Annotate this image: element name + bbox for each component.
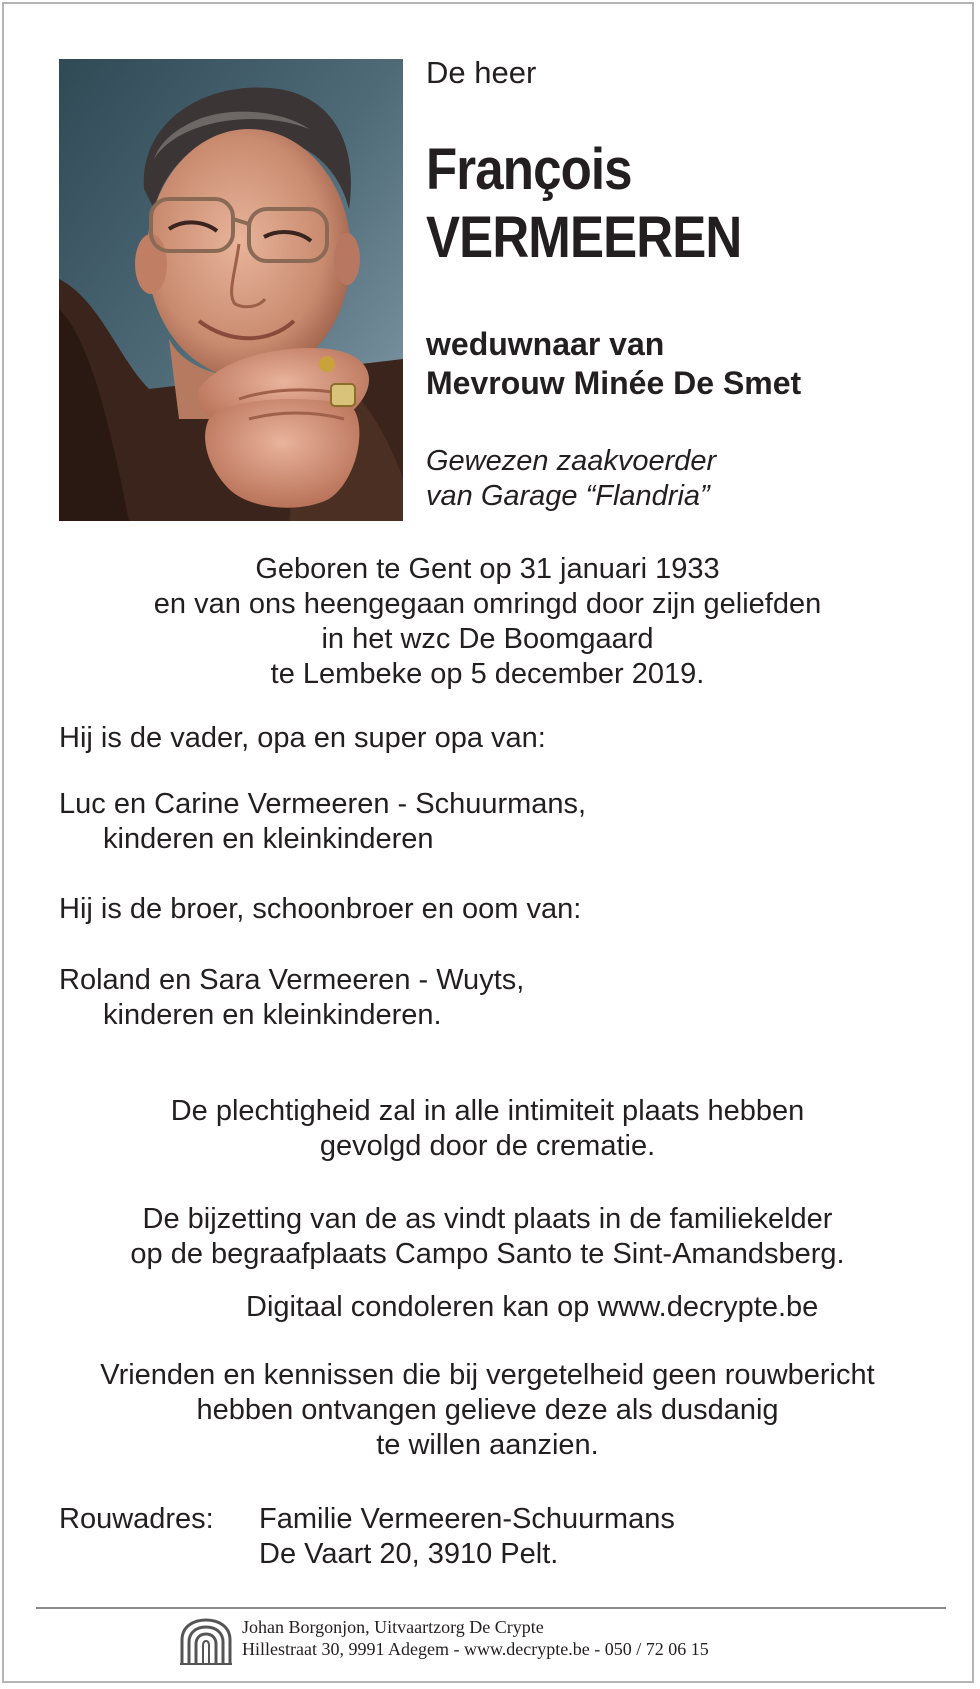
burial-line-1: De bijzetting van de as vindt plaats in de familiekelder xyxy=(142,1203,833,1235)
address-line-2: De Vaart 20, 3910 Pelt. xyxy=(259,1538,559,1570)
birth-death-line: in het wzc De Boomgaard xyxy=(321,623,654,655)
occupation-line-2: van Garage “Flandria” xyxy=(426,480,710,512)
ceremony-line-1: De plechtigheid zal in alle intimiteit plaats hebben xyxy=(170,1095,805,1127)
widow-of xyxy=(426,325,801,403)
burial-line-2: op de begraafplaats Campo Santo te Sint-Amandsberg. xyxy=(130,1238,845,1270)
address-block xyxy=(259,1502,675,1572)
siblings-line-1: Roland en Sara Vermeeren - Wuyts, xyxy=(59,964,525,996)
condolence-text: Digitaal condoleren kan op www.decrypte.be xyxy=(246,1291,819,1323)
brother-intro: Hij is de broer, schoonbroer en oom van: xyxy=(59,893,582,925)
crypt-arch-icon xyxy=(180,1618,232,1666)
siblings-line-2: kinderen en kleinkinderen. xyxy=(103,999,442,1031)
footer-divider xyxy=(36,1607,946,1609)
notice-line: hebben ontvangen gelieve deze als dusdanig xyxy=(196,1394,779,1426)
notice-line: Vrienden en kennissen die bij vergetelheid geen rouwbericht xyxy=(100,1359,875,1391)
address-line-1: Familie Vermeeren-Schuurmans xyxy=(259,1503,675,1535)
salutation: De heer xyxy=(426,55,537,90)
funeral-home-info xyxy=(242,1616,709,1660)
notice-block xyxy=(60,1358,915,1463)
ceremony-block xyxy=(60,1094,915,1164)
children-line-1: Luc en Carine Vermeeren - Schuurmans, xyxy=(59,788,587,820)
funeral-home-name: Johan Borgonjon, Uitvaartzorg De Crypte xyxy=(242,1617,544,1637)
occupation-line-1: Gewezen zaakvoerder xyxy=(426,445,717,477)
portrait-photo xyxy=(59,59,403,521)
occupation xyxy=(426,444,716,514)
deceased-name xyxy=(426,136,741,272)
first-name: François xyxy=(426,137,632,202)
ceremony-line-2: gevolgd door de crematie. xyxy=(319,1130,656,1162)
children-line-2: kinderen en kleinkinderen xyxy=(103,823,434,855)
birth-death-line: te Lembeke op 5 december 2019. xyxy=(270,658,705,690)
birth-death-line: en van ons heengegaan omringd door zijn geliefden xyxy=(153,588,822,620)
funeral-home-contact: Hillestraat 30, 9991 Adegem - www.decrypte.be - 050 / 72 06 15 xyxy=(242,1639,709,1659)
burial-block xyxy=(60,1202,915,1272)
address-label: Rouwadres: xyxy=(59,1503,214,1535)
birth-death-block xyxy=(60,552,915,692)
widow-line-1: weduwnaar van xyxy=(426,326,665,362)
notice-line: te willen aanzien. xyxy=(376,1429,599,1461)
siblings-block xyxy=(59,963,524,1033)
children-block xyxy=(59,787,586,857)
birth-death-line: Geboren te Gent op 31 januari 1933 xyxy=(255,553,720,585)
father-intro: Hij is de vader, opa en super opa van: xyxy=(59,722,546,754)
widow-line-2: Mevrouw Minée De Smet xyxy=(426,365,802,401)
last-name: VERMEEREN xyxy=(426,205,742,270)
